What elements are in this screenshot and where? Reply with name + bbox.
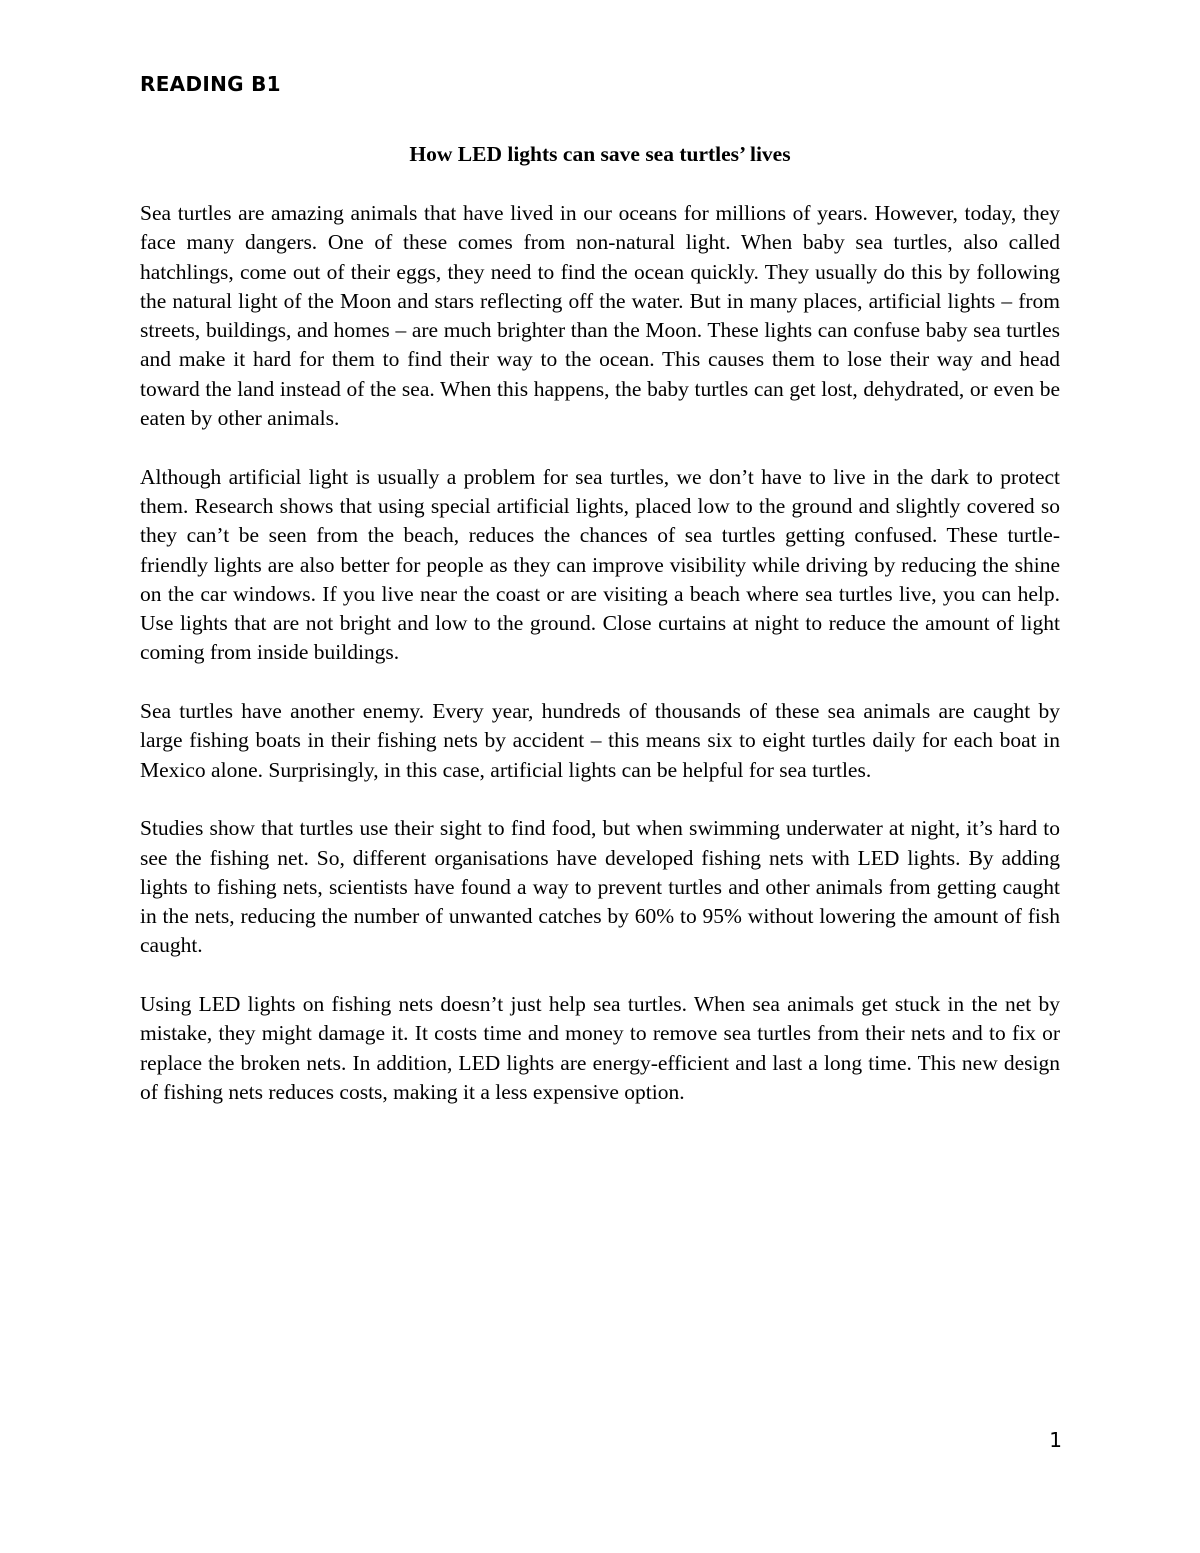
paragraph-led-nets: Studies show that turtles use their sight to find food, but when swimming underwater at night, it’s hard to see the fishing net. So, different organisations have developed fishing nets with LED lights. By adding lights to fishing nets, scientists have found a way to prevent turtles and other animals from getting caught in the nets, reducing the number of unwanted catches by 60% to 95% without lowering the amount of fish caught. <box>140 816 1060 958</box>
paragraph-light-pollution: Sea turtles are amazing animals that have lived in our oceans for millions of years. However, today, they face many dangers. One of these comes from non-natural light. When baby sea turtles, also called hatchlings, come out of their eggs, they need to find the ocean quickly. They usually do this by following the natural light of the Moon and stars reflecting off the water. But in many places, artificial lights – from streets, buildings, and homes – are much brighter than the Moon. These lights can confuse baby sea turtles and make it hard for them to find their way to the ocean. This causes them to lose their way and head toward the land instead of the sea. When this happens, the baby turtles can get lost, dehydrated, or even be eaten by other animals. <box>140 201 1060 431</box>
paragraph-turtle-friendly-lights: Although artificial light is usually a problem for sea turtles, we don’t have to live in the dark to protect them. Research shows that using special artificial lights, placed low to the ground and slightly covered so they can’t be seen from the beach, reduces the chances of sea turtles getting confused. These turtle-friendly lights are also better for people as they can improve visibility while driving by reducing the shine on the car windows. If you live near the coast or are visiting a beach where sea turtles live, you can help. Use lights that are not bright and low to the ground. Close curtains at night to reduce the amount of light coming from inside buildings. <box>140 464 1060 665</box>
article-title: How LED lights can save sea turtles’ lives <box>409 142 791 166</box>
section-label: READING B1 <box>140 72 281 96</box>
paragraph-cost-savings: Using LED lights on fishing nets doesn’t just help sea turtles. When sea animals get stuck in the net by mistake, they might damage it. It costs time and money to remove sea turtles from their nets and to fix or replace the broken nets. In addition, LED lights are energy-efficient and last a long time. This new design of fishing nets reduces costs, making it a less expensive option. <box>140 992 1060 1104</box>
page-number: 1 <box>1049 1428 1062 1452</box>
article-body <box>140 199 1060 1137</box>
paragraph-fishing-nets: Sea turtles have another enemy. Every year, hundreds of thousands of these sea animals are caught by large fishing boats in their fishing nets by accident – this means six to eight turtles daily for each boat in Mexico alone. Surprisingly, in this case, artificial lights can be helpful for sea turtles. <box>140 699 1060 782</box>
